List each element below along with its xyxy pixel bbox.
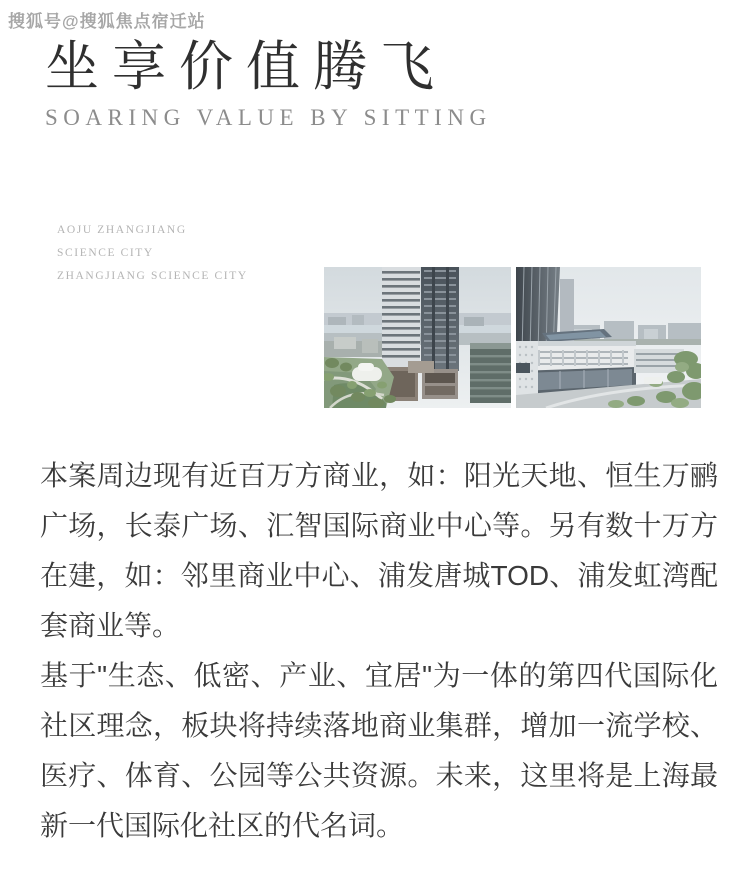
- paragraph-community: 基于"生态、低密、产业、宜居"为一体的第四代国际化社区理念，板块将持续落地商业集群，增加一流学校、医疗、体育、公园等公共资源。未来，这里将是上海最新一代国际化社区的代名词。: [40, 660, 718, 841]
- project-label-line-3: ZHANGJIANG SCIENCE CITY: [57, 270, 248, 282]
- paragraph-commercial: 本案周边现有近百万方商业，如：阳光天地、恒生万鹂广场，长泰广场、汇智国际商业中心等。另有数十万方在建，如：邻里商业中心、浦发唐城TOD、浦发虹湾配套商业等。: [40, 460, 718, 641]
- page-subtitle: SOARING VALUE BY SITTING: [45, 105, 492, 130]
- project-label-line-1: AOJU ZHANGJIANG: [57, 224, 187, 236]
- render-gallery: [324, 267, 701, 408]
- sohu-watermark: 搜狐号@搜狐焦点宿迁站: [8, 12, 206, 31]
- page-title: 坐享价值腾飞: [45, 37, 447, 97]
- project-label: [57, 219, 248, 288]
- section-header: [45, 36, 492, 131]
- article-body: [40, 451, 718, 851]
- mall-podium-render-image: [516, 267, 701, 408]
- project-label-line-2: SCIENCE CITY: [57, 247, 154, 259]
- towers-park-render-image: [324, 267, 511, 408]
